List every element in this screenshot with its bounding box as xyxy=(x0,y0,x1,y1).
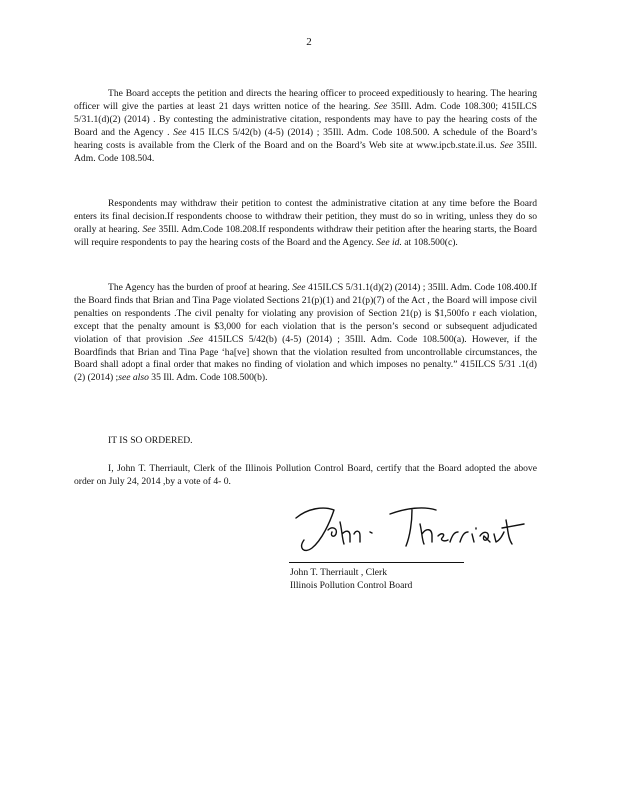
page-number: 2 xyxy=(306,36,312,48)
handwritten-signature xyxy=(290,500,530,558)
certification-text: I, John T. Therriault, Clerk of the Illinois Pollution Control Board, certify that the Board adopted the above order on July 24, 2014 ,by a vote of 4- 0. xyxy=(74,463,537,487)
citation-signal: See xyxy=(374,100,388,112)
certification-paragraph xyxy=(74,463,537,489)
withdraw-paragraph xyxy=(74,198,537,250)
signature-block xyxy=(290,566,412,592)
citation-signal: See xyxy=(499,139,514,151)
signature-line xyxy=(289,562,464,563)
citation-signal: See id. xyxy=(376,236,402,248)
so-ordered: IT IS SO ORDERED. xyxy=(108,435,193,446)
paragraph-text: Respondents may withdraw their petition to contest the administrative citation at any time before the Board enters its final decision.If respondents choose to withdraw their petition, they must do so in writing, unless they do so orally at hearing. See 35Ill. Adm.Code 108.208.If respondents withdraw their petition after the hearing starts, the Board will require respondents to pay the hearing costs of the Board and the Agency. See id. at 108.500(c). xyxy=(74,198,537,248)
citation-signal: See xyxy=(189,333,204,345)
signer-organization: Illinois Pollution Control Board xyxy=(290,580,413,591)
citation-signal: see also xyxy=(118,372,149,384)
paragraph-text: The Agency has the burden of proof at hearing. See 415ILCS 5/31.1(d)(2) (2014) ; 35Ill. Adm. Code 108.400.If the Board finds that Brian and Tina Page violated Sections 21(p)(1) and 21(p)(7) of the Act , the Board will impose civil penalties on respondents .The civil penalty for violating any provision of Section 21(p) is $1,500fo r each violation, except that the penalty amount is $3,000 for each violation that is the person’s second or subsequent adjudicated violation of that provision .See 415ILCS 5/42(b) (4-5) (2014) ; 35Ill. Adm. Code 108.500(a). However, if the Boardfinds that Brian and Tina Page ‘ha[ve] shown that the violation resulted from uncontrollable circumstances, the Board shall adopt a final order that makes no finding of violation and which imposes no penalty.” 415ILCS 5/31 .1(d)(2) (2014) ;see also 35 Ill. Adm. Code 108.500(b). xyxy=(74,282,537,384)
citation-signal: See xyxy=(292,282,306,293)
hearing-paragraph xyxy=(74,88,537,165)
citation-signal: See xyxy=(173,126,187,138)
burden-paragraph xyxy=(74,282,537,385)
signer-name: John T. Therriault , Clerk xyxy=(290,567,387,578)
citation-signal: See xyxy=(142,223,156,235)
paragraph-text: The Board accepts the petition and directs the hearing officer to proceed expeditiously to hearing. The hearing officer will give the parties at least 21 days written notice of the hearing. See 35Ill. Adm. Code 108.300; 415ILCS 5/31.1(d)(2) (2014) . By contesting the administrative citation, respondents may have to pay the hearing costs of the Board and the Agency . See 415 ILCS 5/42(b) (4-5) (2014) ; 35Ill. Adm. Code 108.500. A schedule of the Board’s hearing costs is available from the Clerk of the Board and on the Board’s Web site at www.ipcb.state.il.us. See 35Ill. Adm. Code 108.504. xyxy=(74,88,537,164)
